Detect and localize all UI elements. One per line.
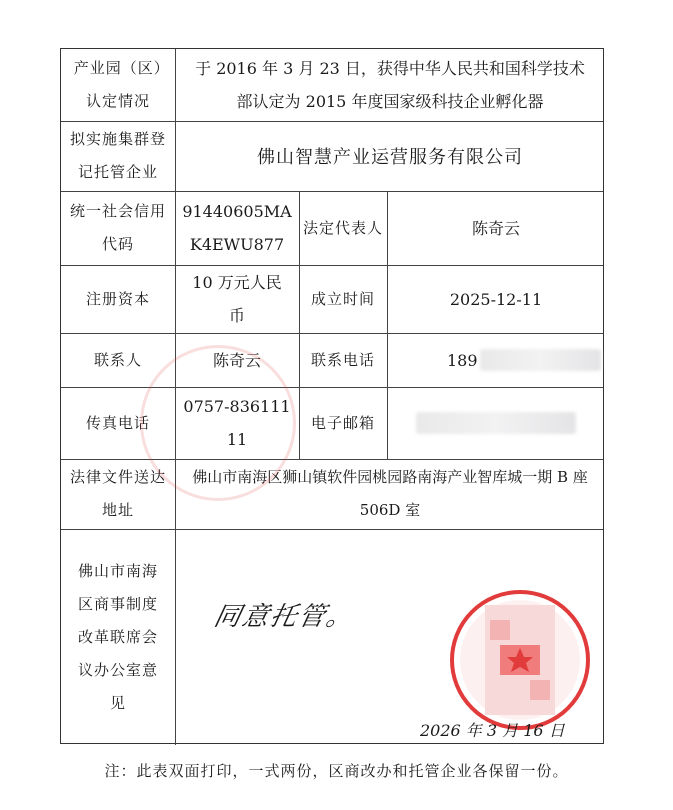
handwritten-signature: 同意托管。: [211, 602, 358, 632]
address-value: 佛山市南海区狮山镇软件园桃园路南海产业智库城一期 B 座 506D 室: [192, 468, 588, 519]
legal-rep-label: 法定代表人: [303, 218, 384, 237]
founding-date-value: 2025-12-11: [449, 289, 543, 309]
email-value: [387, 387, 605, 459]
registrar-label: 拟实施集群登记托管企业: [69, 130, 166, 181]
park-value: 于 2016 年 3 月 23 日，获得中华人民共和国科学技术 部认定为 2015 年度国家级科技企业孵化器: [195, 59, 585, 111]
park-label: 产业园（区）认定情况: [73, 59, 163, 110]
founding-date-label: 成立时间: [310, 289, 375, 308]
credit-code-value: 91440605MAK4EWU877: [182, 202, 292, 254]
phone-label: 联系电话: [310, 350, 375, 369]
redacted-email: [416, 412, 576, 434]
faint-stamp-icon: [140, 345, 296, 501]
fax-value: 0757-83611111: [183, 397, 291, 449]
registrar-value: 佛山智慧产业运营服务有限公司: [257, 147, 523, 168]
legal-rep-value: 陈奇云: [471, 218, 520, 238]
capital-value: 10 万元人民币: [192, 273, 282, 325]
official-seal-icon: [445, 585, 595, 735]
credit-code-label: 统一社会信用代码: [69, 202, 166, 253]
redacted-phone: [480, 349, 601, 371]
email-label: 电子邮箱: [310, 413, 375, 432]
fax-label: 传真电话: [85, 413, 150, 432]
capital-label: 注册资本: [85, 289, 150, 308]
opinion-label: 佛山市南海区商事制度改革联席会议办公室意见: [77, 561, 158, 712]
contact-label: 联系人: [93, 350, 142, 369]
opinion-date: 2026 年 3 月 16 日: [420, 721, 565, 740]
phone-value: 189: [387, 333, 605, 387]
footnote: 注：此表双面打印，一式两份，区商改办和托管企业各保留一份。: [104, 762, 569, 780]
address-label: 法律文件送达地址: [69, 468, 166, 519]
contact-value: 陈奇云: [212, 350, 261, 370]
